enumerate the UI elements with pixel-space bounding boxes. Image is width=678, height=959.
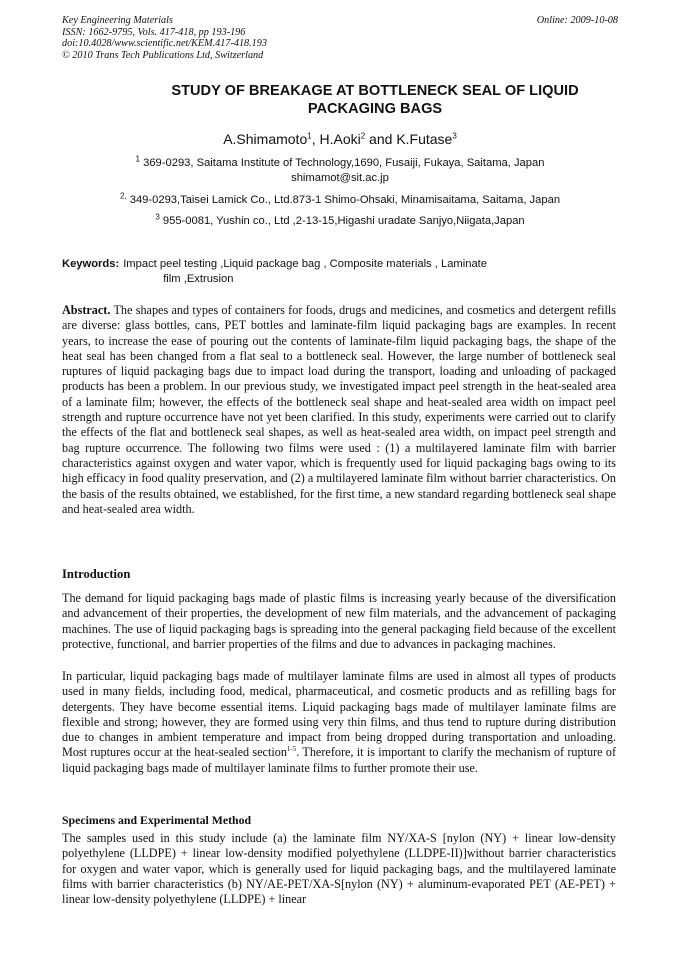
title-line-2: PACKAGING BAGS xyxy=(307,101,443,117)
author-email[interactable]: shimamot@sit.ac.jp xyxy=(291,172,389,184)
author-name: A.Shimamoto xyxy=(223,131,308,147)
author-affiliation-mark: 3 xyxy=(452,131,457,141)
affiliation-text: 349-0293,Taisei Lamick Co., Ltd.873-1 Shimo-Ohsaki, Minamisaitama, Saitama, Japan xyxy=(129,194,561,206)
paper-title xyxy=(140,82,610,118)
affiliation-3 xyxy=(62,214,618,229)
abstract-label: Abstract. xyxy=(62,303,111,317)
introduction-paragraph-1: The demand for liquid packaging bags made of plastic films is increasing yearly because of the diversification and advancement of their properties, the development of new film materials, and the advancement of packaging machines. The use of liquid packaging bags is spreading into the general packaging field because of the excellent protective, functional, and barrier properties of the films and due to advances in packaging machines. xyxy=(62,591,616,651)
journal-name: Key Engineering Materials xyxy=(62,15,173,26)
citation-ref[interactable]: 1-5 xyxy=(286,745,297,754)
title-line-1: STUDY OF BREAKAGE AT BOTTLENECK SEAL OF LIQUID xyxy=(171,83,579,99)
author-affiliation-mark: 1 xyxy=(307,131,312,141)
abstract-text: The shapes and types of containers for foods, drugs and medicines, and cosmetics and detergent refills are diverse: glass bottles, cans, PET bottles and laminate-film liquid packaging bags are examples. In recent years, to increase the ease of pouring out the contents of laminate-film liquid packaging bags, the shape of the heat seal has been changed from a flat seal to a bottleneck seal. However, the large number of bottleneck seal ruptures of liquid packaging bags due to impact load during the transport, loading and unloading of packaged products has been a problem. In our previous study, we investigated impact peel strength in the heat-sealed area of a laminate film; however, the effects of the bottleneck seal shape and heat-sealed area width on impact peel strength and rupture occurrence have not yet been clarified. In this study, experiments were carried out to clarify the effects of the flat and bottleneck seal shapes, as well as heat-sealed area width, on impact peel strength and bag rupture occurrence. The following two films were used : (1) a multilayered laminate film with barrier characteristics against oxygen and water vapor, which is frequently used for liquid packaging bags owing to its high efficacy in food quality preservation, and (2) a multilayered laminate film without barrier characteristics. On the basis of the results obtained, we established, for the first time, a new standard regarding bottleneck seal shape and heat-sealed area width. xyxy=(62,303,617,516)
affiliation-mark: 2, xyxy=(119,191,127,201)
affiliation-mark: 1 xyxy=(135,154,140,164)
affiliation-1 xyxy=(62,156,618,186)
doi-line: doi:10.4028/www.scientific.net/KEM.417-418.193 xyxy=(62,38,267,50)
affiliation-text: 955-0081, Yushin co., Ltd ,2-13-15,Higashi uradate Sanjyo,Niigata,Japan xyxy=(162,215,525,227)
affiliation-2 xyxy=(62,193,618,208)
introduction-paragraph-2-text: In particular, liquid packaging bags made of multilayer laminate films are used in almost all types of products used in many fields, including food, medical, pharmaceutical, and cosmetic products and as refilling bags for detergents. They have become essential items. Liquid packaging bags made of multilayer laminate films are flexible and strong; however, they are formed using very thin films, and thus tend to rupture during distribution due to changes in ambient temperature and impact from being dropped during transportation and unloading. Most ruptures occur at the heat-sealed section xyxy=(62,669,616,760)
author-name: K.Futase xyxy=(396,131,453,147)
keywords-line-2: film ,Extrusion xyxy=(163,273,234,285)
online-date: Online: 2009-10-08 xyxy=(536,15,618,26)
author-list xyxy=(62,130,618,148)
author-separator: , xyxy=(311,131,320,147)
introduction-heading: Introduction xyxy=(62,567,131,581)
affiliation-text: 369-0293, Saitama Institute of Technology,1690, Fusaiji, Fukaya, Saitama, Japan xyxy=(143,157,545,169)
author-affiliation-mark: 2 xyxy=(360,131,366,141)
copyright-line: © 2010 Trans Tech Publications Ltd, Switzerland xyxy=(62,49,264,61)
introduction-paragraph-2-tail: . Therefore, it is important to clarify the mechanism of rupture of liquid packaging bags made of multilayer laminate films to further promote their use. xyxy=(62,745,617,775)
issn-line: ISSN: 1662-9795, Vols. 417-418, pp 193-196 xyxy=(62,26,246,38)
specimens-paragraph-1: The samples used in this study include (a) the laminate film NY/XA-S [nylon (NY) + linear low-density polyethylene (LLDPE) + linear low-density modified polyethylene (LLDPE-II)]without barrier characteristics for oxygen and water vapor, which is generally used for liquid packaging bags, and the multilayered laminate films with barrier characteristics (b) NY/AE-PET/XA-S[nylon (NY) + aluminum-evaporated PET (AE-PET) + linear low-density polyethylene (LLDPE) + linear xyxy=(62,831,616,907)
keywords xyxy=(62,257,562,287)
introduction-paragraph-2 xyxy=(62,669,616,776)
keywords-line-1: Impact peel testing ,Liquid package bag , Composite materials , Laminate xyxy=(123,258,487,270)
author-separator: and xyxy=(365,131,397,147)
specimens-heading: Specimens and Experimental Method xyxy=(62,813,252,827)
journal-header xyxy=(62,15,618,61)
abstract xyxy=(62,303,616,517)
affiliation-mark: 3 xyxy=(155,212,160,222)
keywords-label: Keywords: xyxy=(62,258,120,270)
author-name: H.Aoki xyxy=(319,131,361,147)
